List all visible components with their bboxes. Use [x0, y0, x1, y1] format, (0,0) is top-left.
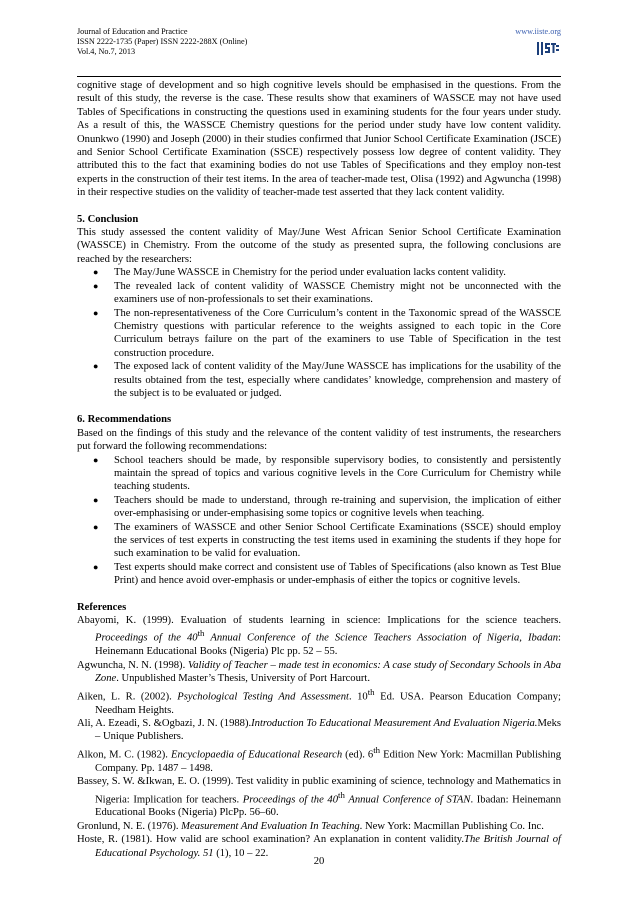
journal-info	[77, 27, 247, 57]
list-item: ● Teachers should be made to understand, through re-training and supervision, the implication of either over-emphasising or under-emphasising some topics or cognitive levels when teaching.	[93, 494, 561, 520]
bullet-icon: ●	[93, 561, 99, 572]
recommendations-paragraph: Based on the findings of this study and the relevance of the content validity of test instruments, the researchers put forward the following recommendations:	[77, 427, 561, 453]
bullet-icon: ●	[93, 267, 99, 278]
list-item: ● The exposed lack of content validity of the May/June WASSCE has implications for the usability of the results obtained from the test, especially where candidates’ knowledge, comprehension and mastery of the subject is to be evaluated or judged.	[93, 361, 561, 399]
bullet-icon: ●	[93, 454, 99, 465]
iiste-logo	[534, 40, 560, 57]
bullet-icon: ●	[93, 361, 99, 372]
journal-volume: Vol.4, No.7, 2013	[77, 47, 136, 56]
intro-paragraph: cognitive stage of development and so high cognitive levels should be emphasised in the questions. From the result of this study, the reverse is the case. These results show that examiners of WASSCE may not have used Tables of Specifications in constructing the questions used in examining students for the four years under study. As a result of this, the WASSCE Chemistry questions for the period under study have low content validity. Onunkwo (1990) and Joseph (2000) in their studies confirmed that Junior School Certificate Examination (JSCE) and Senior School Certificate Examination (SSCE) respectively possess low degree of content validity. They attributed this to the fact that examining bodies do not use Tables of Specifications and they employ non-test experts in the construction of their test items. In the area of teacher-made test, Olisa (1992) and Agwuncha (1998) in their respective studies on the validity of teacher-made test asserted that they lack content validity.	[77, 80, 561, 199]
conclusion-paragraph: This study assessed the content validity of May/June West African Senior School Certificate Examination (WASSCE) in Chemistry. From the outcome of the study as presented supra, the following conclusions are reached by the researchers:	[77, 227, 561, 265]
list-item: ● The non-representativeness of the Core Curriculum’s content in the Taxonomic spread of the WASSCE Chemistry questions with particular reference to the weights assigned to each topic in the Core Curriculum betrays failure on the part of the examiners to use Table of Specification in the test construction procedure.	[93, 307, 561, 359]
references-heading: References	[77, 601, 127, 613]
reference-item: Hoste, R. (1981). How valid are school examination? An explanation in content validity.The British Journal of Educational Psychology. 51 (1), 10 – 22.	[77, 834, 562, 859]
list-item: ● The revealed lack of content validity of WASSCE Chemistry might not be unconnected with the examiners use of non-professionals to set their examinations.	[93, 280, 561, 306]
article-body	[77, 79, 561, 860]
list-item: ● School teachers should be made, by responsible supervisory bodies, to consistently and persistently maintain the spread of topics and various cognitive levels in the Core Curriculum for Chemistry while teaching students.	[93, 454, 561, 493]
recommendations-list	[77, 454, 561, 588]
page-number: 20	[313, 856, 325, 867]
recommendations-heading: 6. Recommendations	[77, 414, 172, 426]
conclusion-list	[77, 266, 561, 400]
reference-item: Abayomi, K. (1999). Evaluation of students learning in science: Implications for the science teachers. Proceedings of the 40th Annual Conference of the Science Teachers Association of Nigeria, Ibadan: Heinemann Educational Books (Nigeria) Plc pp. 52 – 55.	[77, 615, 561, 658]
bullet-icon: ●	[93, 307, 99, 318]
bullet-icon: ●	[93, 280, 99, 291]
reference-item: Gronlund, N. E. (1976). Measurement And Evaluation In Teaching. New York: Macmillan Publishing Co. Inc.	[77, 820, 544, 832]
journal-website-link[interactable]: www.iiste.org	[515, 27, 561, 36]
bullet-icon: ●	[93, 521, 99, 532]
list-item: ● The examiners of WASSCE and other Senior School Certificate Examinations (SSCE) should employ the services of test experts in constructing the test items used in examining the students if they hope for such examination to be valid for evaluation.	[93, 521, 561, 560]
list-item: ● Test experts should make correct and consistent use of Tables of Specifications (also known as Test Blue Print) and hence avoid over-emphasis or under-emphasis of either the topics or cognitive levels.	[93, 561, 561, 587]
reference-item: Bassey, S. W. &Ikwan, E. O. (1999). Test validity in public examining of science, technology and Mathematics in Nigeria: Implication for teachers. Proceedings of the 40th Annual Conference of STAN. Ibadan: Heinemann Educational Books (Nigeria) PlcPp. 56–60.	[77, 776, 561, 819]
conclusion-heading: 5. Conclusion	[77, 213, 139, 225]
list-item: ● The May/June WASSCE in Chemistry for the period under evaluation lacks content validity.	[93, 267, 506, 279]
bullet-icon: ●	[93, 494, 99, 505]
reference-item: Aiken, L. R. (2002). Psychological Testing And Assessment. 10th Ed. USA. Pearson Education Company; Needham Heights.	[77, 686, 561, 716]
header-rule	[77, 76, 561, 77]
reference-item: Ali, A. Ezeadi, S. &Ogbazi, J. N. (1988).Introduction To Educational Measurement And Evaluation Nigeria.Meks – Unique Publishers.	[77, 717, 562, 743]
reference-item: Agwuncha, N. N. (1998). Validity of Teacher – made test in economics: A case study of Secondary Schools in Aba Zone. Unpublished Master’s Thesis, University of Port Harcourt.	[77, 659, 561, 685]
journal-issn: ISSN 2222-1735 (Paper) ISSN 2222-288X (Online)	[77, 37, 248, 46]
reference-item: Alkon, M. C. (1982). Encyclopaedia of Educational Research (ed). 6th Edition New York: Macmillan Publishing Company. Pp. 1487 – 1498.	[77, 744, 562, 774]
journal-title: Journal of Education and Practice	[77, 27, 188, 36]
references-list	[77, 614, 561, 860]
